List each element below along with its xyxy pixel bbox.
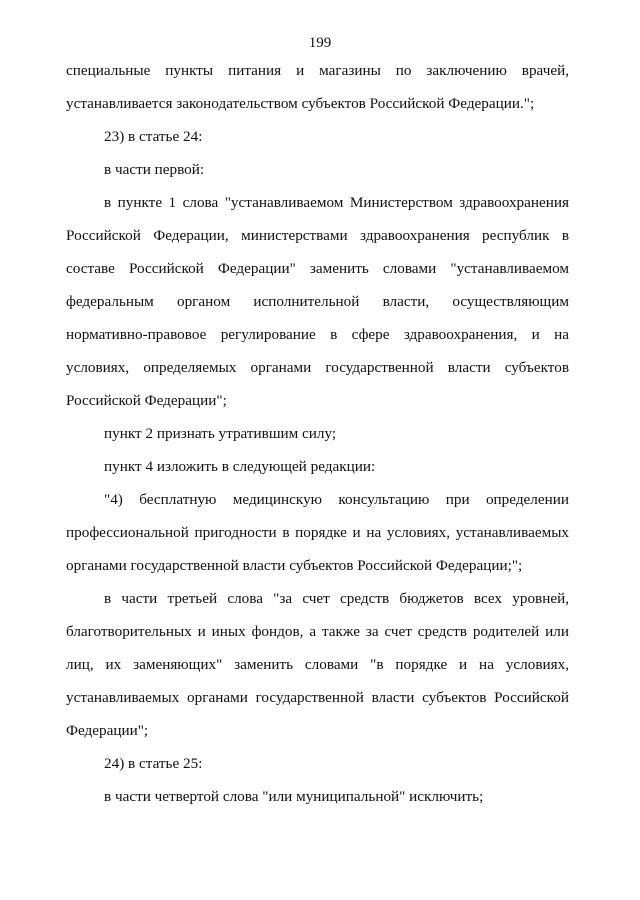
paragraph-point-1-amendment: в пункте 1 слова "устанавливаемом Министерством здравоохранения Российской Федерации, министерствами здравоохранения республик в составе Российской Федерации" заменить словами "устанавливаемом федеральным органом исполнительной власти, осуществляющим нормативно-правовое регулирование в сфере здравоохранения, и на условиях, определяемых органами государственной власти субъектов Российской Федерации"; [66, 194, 569, 409]
paragraph-item-23: 23) в статье 24: [104, 128, 203, 145]
paragraph-part-four-amendment: в части четвертой слова "или муниципальной" исключить; [104, 788, 484, 805]
document-body [66, 54, 569, 813]
paragraph-point-4-intro: пункт 4 изложить в следующей редакции: [104, 458, 376, 475]
paragraph-point-4-text: "4) бесплатную медицинскую консультацию при определении профессиональной пригодности в порядке и на условиях, устанавливаемых органами государственной власти субъектов Российской Федерации;"; [66, 491, 569, 574]
page-number: 199 [308, 35, 332, 51]
paragraph-part-one: в части первой: [104, 161, 205, 178]
paragraph-continuation-line: специальные пункты питания и магазины по заключению врачей, [66, 62, 569, 79]
paragraph-part-three-amendment: в части третьей слова "за счет средств бюджетов всех уровней, благотворительных и иных фондов, а также за счет средств родителей или лиц, их заменяющих" заменить словами "в порядке и на условиях, устанавливаемых органами государственной власти субъектов Российской Федерации"; [66, 590, 569, 739]
paragraph-point-2-repeal: пункт 2 признать утратившим силу; [104, 425, 337, 442]
paragraph-continuation-end: устанавливается законодательством субъектов Российской Федерации."; [66, 95, 535, 112]
paragraph-item-24: 24) в статье 25: [104, 755, 203, 772]
